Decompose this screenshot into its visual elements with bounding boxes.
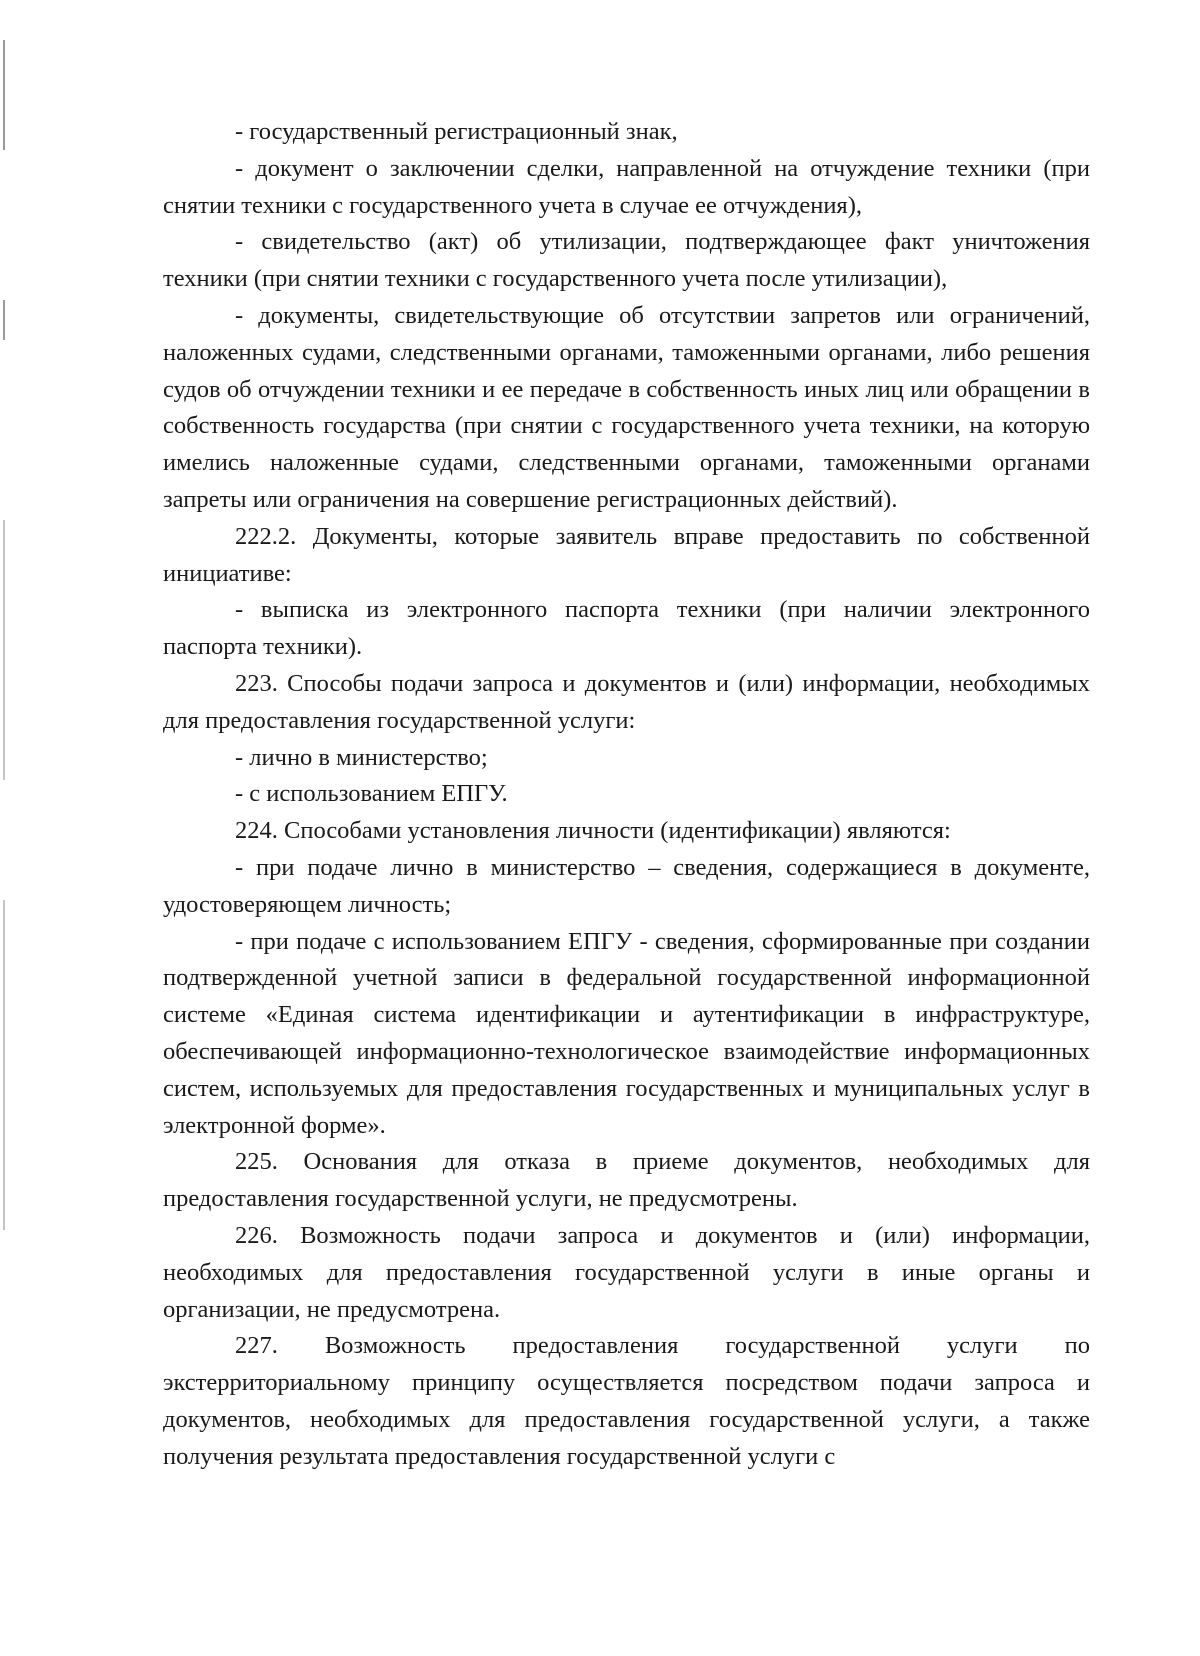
paragraph-esia-account: - при подаче с использованием ЕПГУ - сведения, сформированные при создании подтвержденной учетной записи в федеральной государственной информационной системе «Единая система идентификации и аутентификации в инфраструктуре, обеспечивающей информационно-технологическое взаимодействие информационных систем, используемых для предоставления государственных и муниципальных услуг в электронной форме». [163, 927, 1090, 1139]
scan-edge-mark [3, 900, 5, 1230]
paragraph-224: 224. Способами установления личности (идентификации) являются: [235, 817, 951, 845]
paragraph-225: 225. Основания для отказа в приеме документов, необходимых для предоставления государственной услуги, не предусмотрены. [163, 1148, 1090, 1213]
paragraph-223: 223. Способы подачи запроса и документов и (или) информации, необходимых для предоставления государственной услуги: [163, 669, 1090, 734]
paragraph-no-restrictions: - документы, свидетельствующие об отсутствии запретов или ограничений, наложенных судами, следственными органами, таможенными органами, либо решения судов об отчуждении техники и ее передаче в собственность иных лиц или обращении в собственность государства (при снятии с государственного учета техники, на которую имелись наложенные судами, следственными органами, таможенными органами запреты или ограничения на совершение регистрационных действий). [163, 301, 1090, 513]
paragraph-227: 227. Возможность предоставления государственной услуги по экстерриториальному принципу осуществляется посредством подачи запроса и документов, необходимых для предоставления государственной услуги, а также получения результата предоставления государственной услуги с [163, 1332, 1090, 1470]
paragraph-electronic-passport: - выписка из электронного паспорта техники (при наличии электронного паспорта техники). [163, 596, 1090, 661]
scan-edge-mark [3, 300, 5, 340]
paragraph-epgu: - с использованием ЕПГУ. [235, 780, 508, 808]
document-body [163, 114, 1090, 1475]
paragraph-226: 226. Возможность подачи запроса и документов и (или) информации, необходимых для предоставления государственной услуги в иные органы и организации, не предусмотрена. [163, 1221, 1090, 1323]
paragraph-utilization-certificate: - свидетельство (акт) об утилизации, подтверждающее факт уничтожения техники (при снятии техники с государственного учета после утилизации), [163, 228, 1090, 293]
paragraph-identity-document: - при подаче лично в министерство – сведения, содержащиеся в документе, удостоверяющем личность; [163, 853, 1090, 918]
paragraph-alienation-deal: - документ о заключении сделки, направленной на отчуждение техники (при снятии техники с государственного учета в случае ее отчуждения), [163, 154, 1090, 219]
paragraph-222-2: 222.2. Документы, которые заявитель вправе предоставить по собственной инициативе: [163, 522, 1090, 587]
scan-edge-mark [3, 520, 5, 780]
scan-edge-mark [3, 40, 5, 150]
paragraph-in-person: - лично в министерство; [235, 743, 488, 771]
paragraph-registration-sign: - государственный регистрационный знак, [235, 118, 678, 145]
